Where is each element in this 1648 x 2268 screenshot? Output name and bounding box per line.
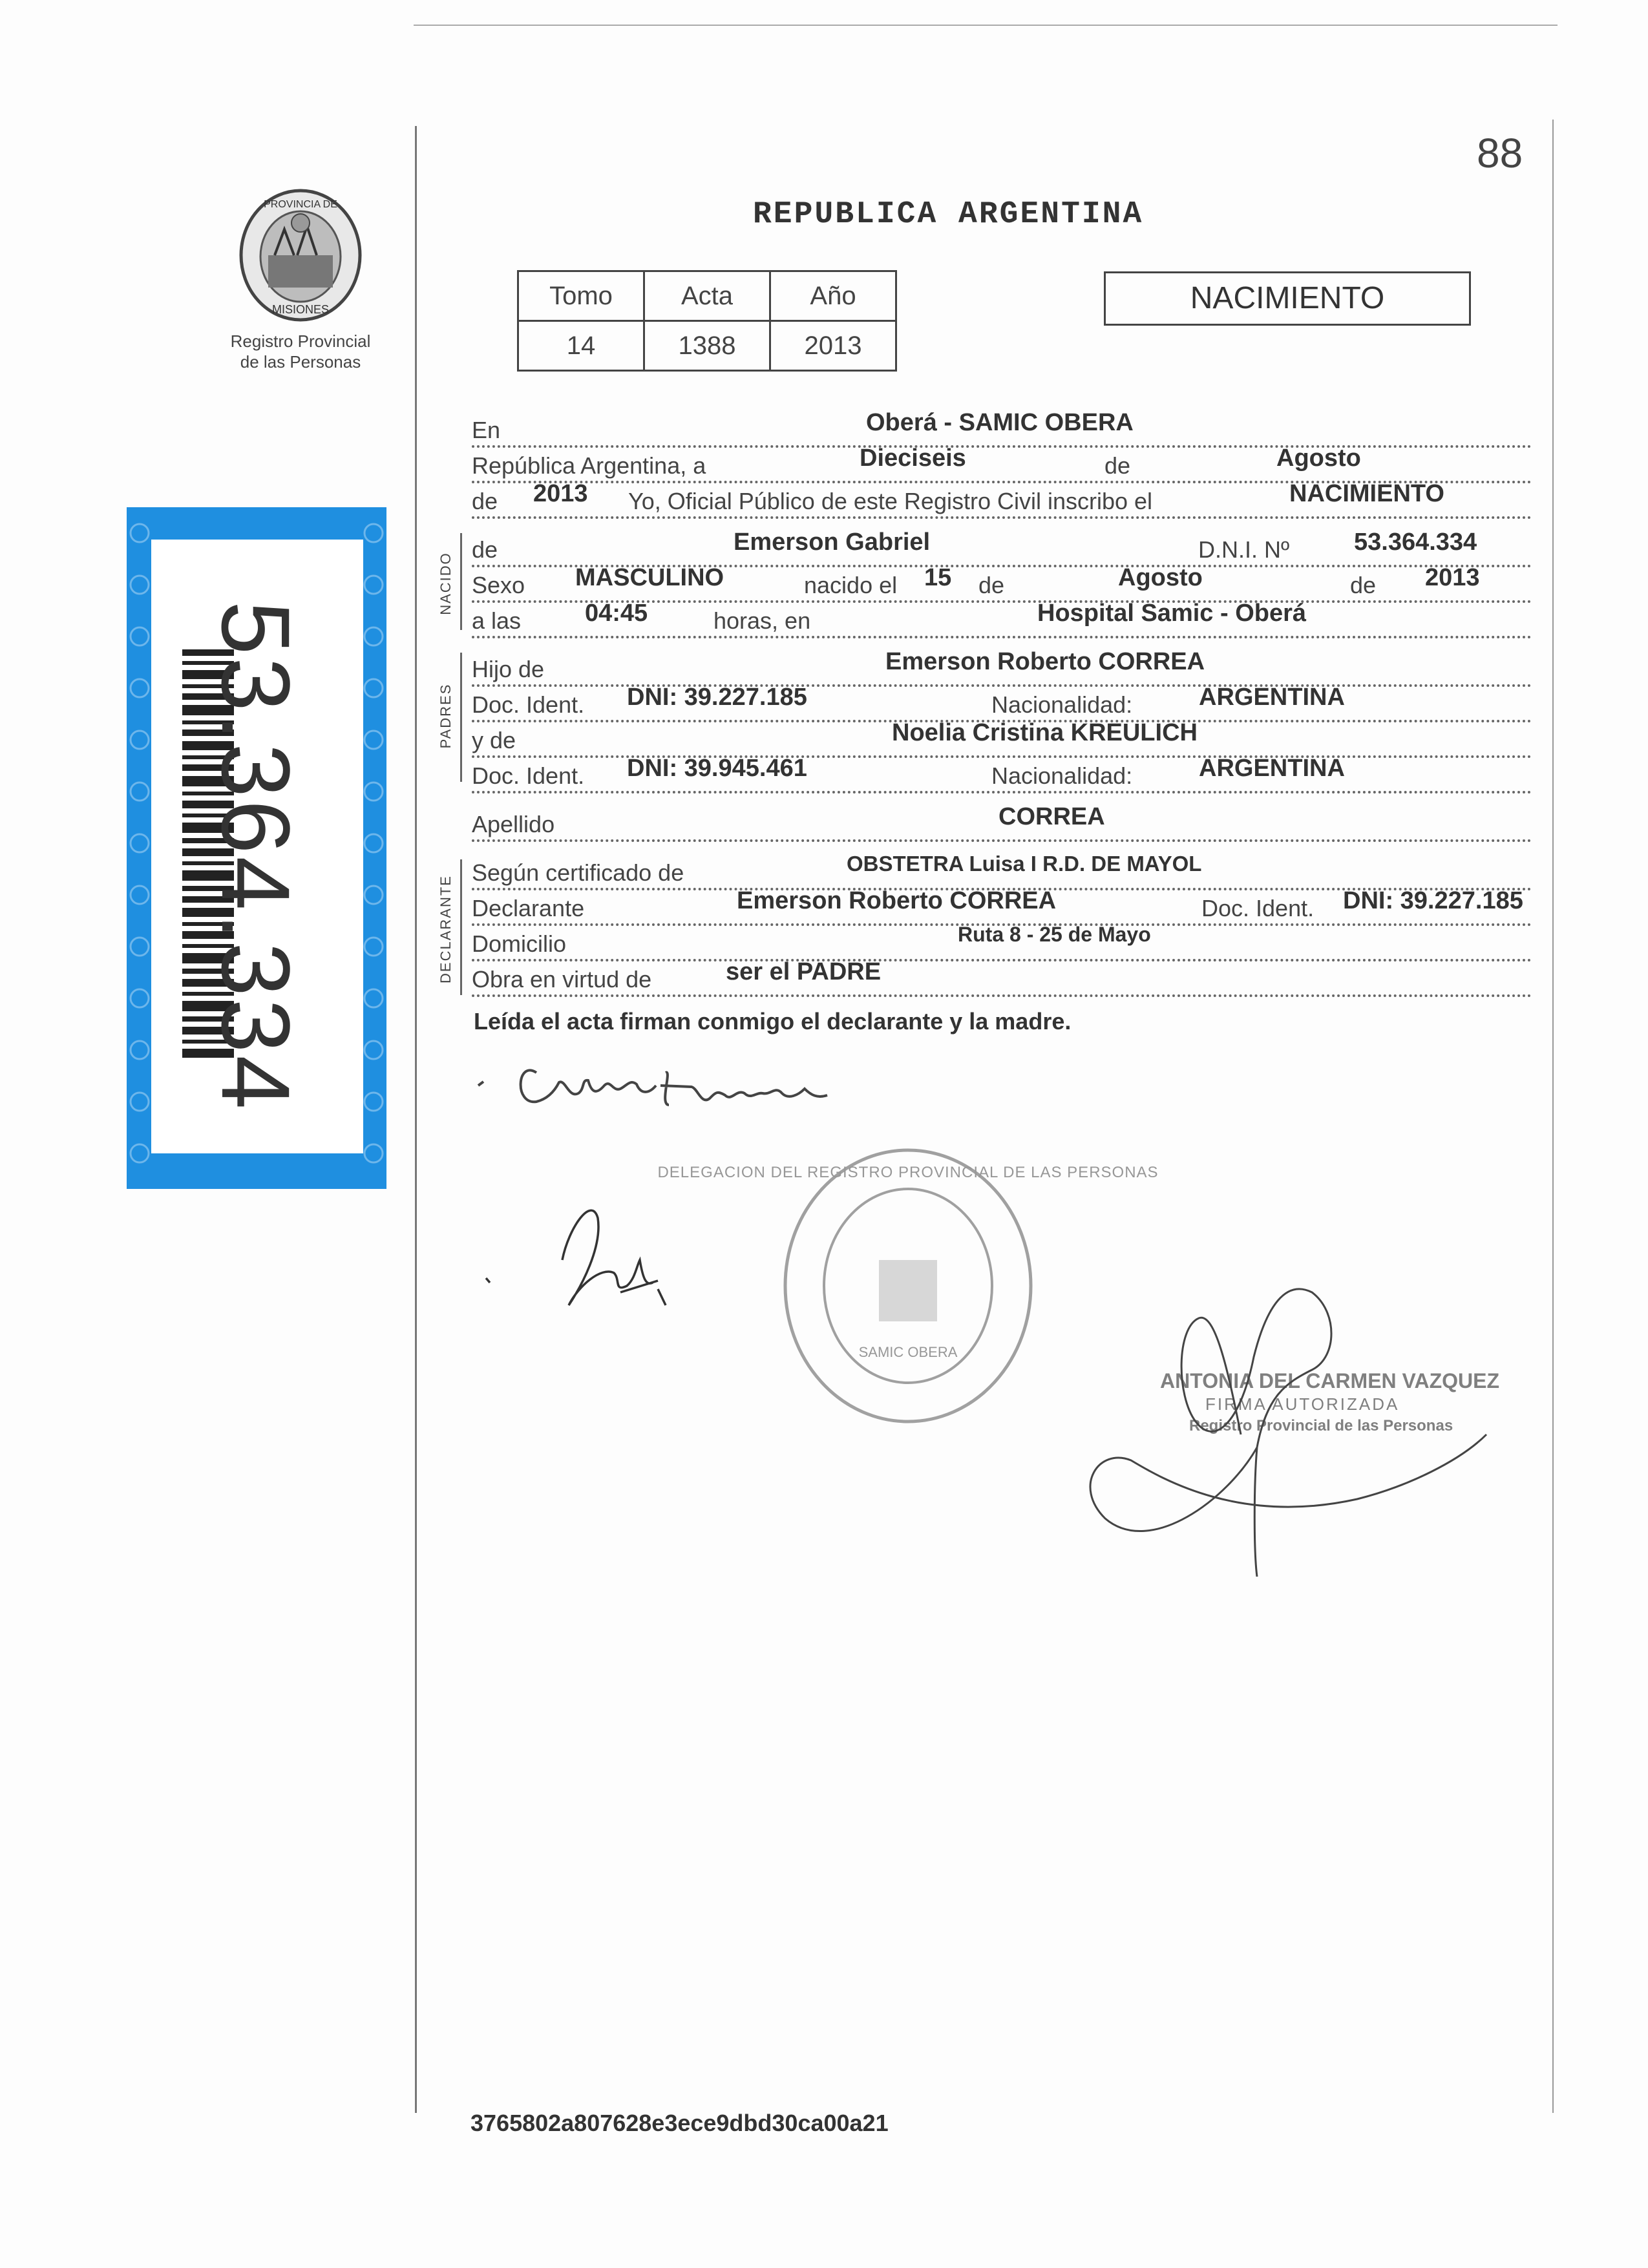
- label-hijo: Hijo de: [472, 656, 547, 683]
- page-number: 88: [1477, 130, 1523, 176]
- label-declarant-doc: Doc. Ident.: [1199, 895, 1316, 922]
- label-nombre: de: [472, 536, 500, 563]
- value-month: Agosto: [1276, 445, 1361, 472]
- label-declarante: Declarante: [472, 895, 587, 922]
- declarante-brace: [460, 859, 462, 995]
- value-reason: ser el PADRE: [726, 958, 882, 985]
- row-hora: [472, 600, 1532, 644]
- record-type-box: NACIMIENTO: [1104, 271, 1471, 326]
- section-label-padres: PADRES: [438, 683, 454, 749]
- sticker-id-number: 53.364.334: [202, 601, 310, 1112]
- value-mother-name: Noelia Cristina KREULICH: [892, 719, 1198, 746]
- value-mother-nationality: ARGENTINA: [1199, 755, 1345, 782]
- value-address: Ruta 8 - 25 de Mayo: [958, 923, 1151, 946]
- value-year: 2013: [533, 480, 588, 507]
- table-cell: 14: [518, 321, 644, 371]
- document-hash: 3765802a807628e3ece9dbd30ca00a21: [470, 2110, 889, 2136]
- label-en: En: [472, 417, 503, 444]
- signatures-and-stamp: [452, 1034, 1583, 1590]
- sticker-label: [151, 540, 363, 1153]
- label-nacionalidad: Nacionalidad:: [989, 691, 1135, 719]
- page-title: REPUBLICA ARGENTINA: [753, 197, 1144, 232]
- value-father-name: Emerson Roberto CORREA: [885, 648, 1205, 675]
- value-birth-month: Agosto: [1118, 564, 1203, 591]
- label-yo: Yo, Oficial Público de este Registro Civil inscribo el: [626, 488, 1155, 515]
- label-nacido-el: nacido el: [801, 572, 900, 599]
- mother-signature-icon: [486, 1210, 666, 1305]
- label-dni: D.N.I. Nº: [1196, 536, 1292, 563]
- label-nacionalidad: Nacionalidad:: [989, 762, 1135, 790]
- label-republica: República Argentina, a: [472, 452, 708, 479]
- nacido-brace: [460, 533, 462, 630]
- table-cell: 1388: [644, 321, 770, 371]
- id-sticker: [127, 507, 386, 1189]
- value-birth-year: 2013: [1425, 564, 1480, 591]
- svg-text:ANTONIA DEL CARMEN VAZQUEZ: ANTONIA DEL CARMEN VAZQUEZ: [1160, 1369, 1500, 1392]
- row-apellido: [472, 803, 1532, 847]
- row-year: [472, 480, 1532, 524]
- svg-text:PROVINCIA DE: PROVINCIA DE: [264, 199, 337, 210]
- row-obra: [472, 958, 1532, 1002]
- value-father-nationality: ARGENTINA: [1199, 684, 1345, 711]
- label-a-las: a las: [472, 607, 523, 635]
- row-domicilio: [472, 923, 1532, 967]
- value-surname: CORREA: [998, 803, 1105, 830]
- declarant-signature-icon: [478, 1070, 827, 1105]
- label-horas: horas, en: [711, 607, 813, 635]
- label-y-de: y de: [472, 727, 518, 754]
- value-sexo: MASCULINO: [575, 564, 724, 591]
- top-border-line: [414, 25, 1558, 26]
- table-header: Año: [770, 271, 896, 321]
- label-apellido: Apellido: [472, 811, 557, 838]
- value-day: Dieciseis: [860, 445, 966, 472]
- label-obra: Obra en virtud de: [472, 966, 654, 993]
- label-nacido-de: de: [976, 572, 1007, 599]
- label-domicilio: Domicilio: [472, 930, 569, 958]
- value-father-doc: DNI: 39.227.185: [627, 684, 807, 711]
- registry-round-stamp-icon: [657, 1150, 1158, 1422]
- value-declarant-doc: DNI: 39.227.185: [1343, 887, 1523, 914]
- table-cell: 2013: [770, 321, 896, 371]
- section-label-declarante: DECLARANTE: [438, 875, 454, 983]
- svg-text:MISIONES: MISIONES: [271, 303, 330, 316]
- svg-text:Registro Provincial de las Per: Registro Provincial de las Personas: [1189, 1417, 1453, 1434]
- label-segun: Según certificado de: [472, 859, 686, 887]
- label-doc: Doc. Ident.: [472, 762, 587, 790]
- value-inscribe: NACIMIENTO: [1289, 480, 1444, 507]
- section-label-nacido: NACIDO: [438, 552, 454, 615]
- value-birth-day: 15: [924, 564, 952, 591]
- value-certificate: OBSTETRA Luisa I R.D. DE MAYOL: [847, 852, 1202, 876]
- svg-text:FIRMA AUTORIZADA: FIRMA AUTORIZADA: [1205, 1394, 1400, 1414]
- value-time: 04:45: [585, 600, 648, 627]
- value-dni: 53.364.334: [1354, 529, 1477, 556]
- value-place: Oberá - SAMIC OBERA: [866, 409, 1134, 436]
- value-hospital: Hospital Samic - Oberá: [1037, 600, 1307, 627]
- svg-text:SAMIC OBERA: SAMIC OBERA: [858, 1344, 958, 1360]
- officer-stamp: [1160, 1369, 1499, 1434]
- table-row: [518, 271, 896, 321]
- province-seal-icon: [236, 184, 365, 323]
- book-table: [517, 270, 897, 372]
- svg-text:DELEGACION DEL REGISTRO PROVIN: DELEGACION DEL REGISTRO PROVINCIAL DE LAS PERSONAS: [657, 1164, 1159, 1181]
- row-en: [472, 409, 1532, 453]
- label-de: de: [1102, 452, 1133, 479]
- closing-statement: Leída el acta firman conmigo el declarante y la madre.: [474, 1008, 1072, 1034]
- label-sexo: Sexo: [472, 572, 527, 599]
- row-mother-doc: [472, 755, 1532, 799]
- label-year-de: de: [472, 488, 500, 515]
- margin-line: [415, 126, 417, 2113]
- label-doc: Doc. Ident.: [472, 691, 587, 719]
- value-child-name: Emerson Gabriel: [734, 529, 931, 556]
- padres-brace: [460, 653, 462, 782]
- logo-caption: Registro Provincial de las Personas: [230, 331, 371, 372]
- table-header: Acta: [644, 271, 770, 321]
- value-declarant-name: Emerson Roberto CORREA: [737, 887, 1057, 914]
- value-mother-doc: DNI: 39.945.461: [627, 755, 807, 782]
- table-header: Tomo: [518, 271, 644, 321]
- table-row: [518, 321, 896, 371]
- label-nacido-de2: de: [1347, 572, 1379, 599]
